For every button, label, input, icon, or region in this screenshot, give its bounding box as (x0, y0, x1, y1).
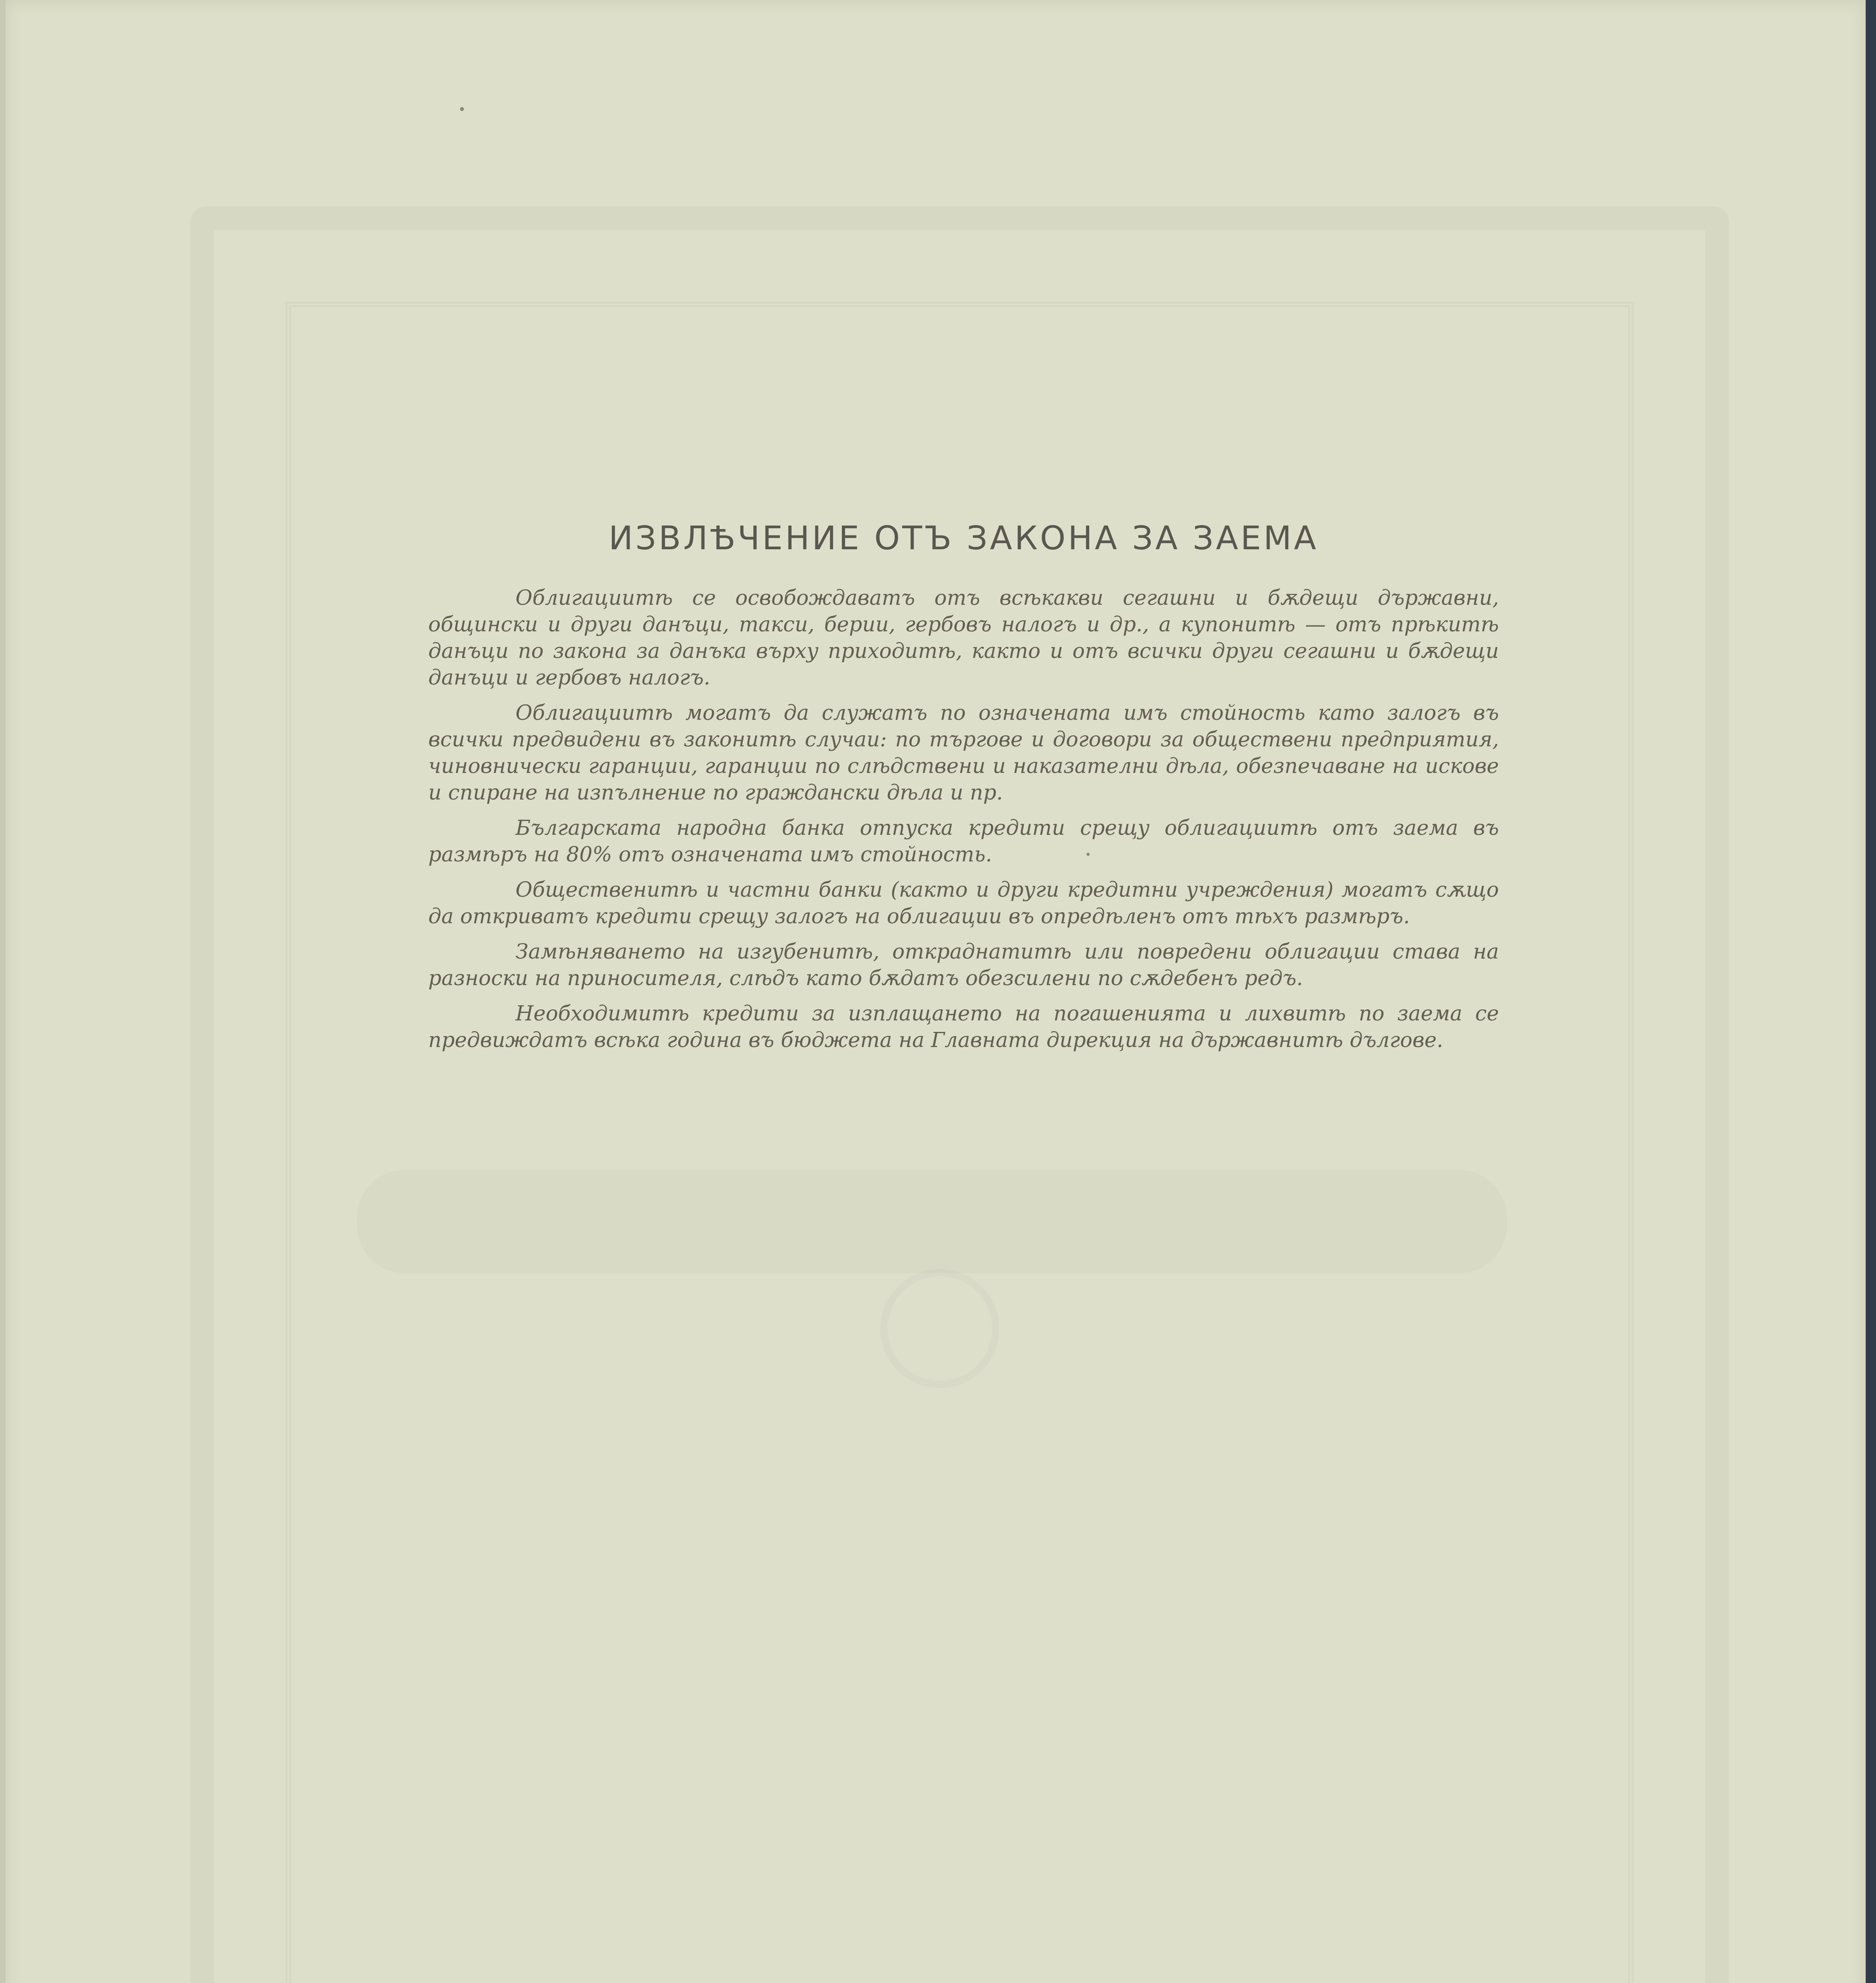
paragraph-replacement: Замѣняването на изгубенитѣ, откраднатитѣ или повредени облигации става на разноски на приносителя, слѣдъ като бѫдатъ обезсилени по сѫдебенъ редъ. (428, 940, 1499, 990)
paragraph-budget: Необходимитѣ кредити за изплащането на погашенията и лихвитѣ по заема се предвиждатъ всѣка година въ бюджета на Главната дирекция на държавнитѣ дългове. (428, 1002, 1499, 1052)
front-side-show-through-seal (880, 1269, 999, 1388)
paper-speck (1087, 853, 1090, 856)
paragraph-national-bank-credit: Българската народна банка отпуска кредити срещу облигациитѣ отъ заема въ размѣръ на 80% отъ означената имъ стойность. (428, 816, 1499, 867)
law-extract-block (428, 520, 1499, 1062)
paragraph-tax-exemption: Облигациитѣ се освобождаватъ отъ всѣкакви сегашни и бѫдещи държавни, общински и други данъци, такси, берии, гербовъ налогъ и др., а купонитѣ — отъ прѣкитѣ данъци по закона за данъка върху приходитѣ, както и отъ всички други сегашни и бѫдещи данъци и гербовъ налогъ. (428, 586, 1499, 690)
document-title: ИЗВЛѢЧЕНИЕ ОТЪ ЗАКОНА ЗА ЗАЕМА (608, 520, 1319, 557)
paper-speck (460, 107, 464, 111)
scan-edge-right (1866, 0, 1876, 1983)
paragraph-private-banks: Общественитѣ и частни банки (както и други кредитни учреждения) могатъ сѫщо да откриватъ кредити срещу залогъ на облигации въ опредѣленъ отъ тѣхъ размѣръ. (428, 878, 1499, 928)
scan-edge-left (0, 0, 6, 1983)
paragraph-collateral-use: Облигациитѣ могатъ да служатъ по означената имъ стойность като залогъ въ всички предвидени въ законитѣ случаи: по търгове и договори за обществени предприятия, чиновнически гаранции, гаранции по слѣдствени и наказателни дѣла, обезпечаване на искове и спиране на изпълнение по граждански дѣла и пр. (428, 701, 1499, 805)
front-side-show-through-banner (357, 1170, 1507, 1273)
